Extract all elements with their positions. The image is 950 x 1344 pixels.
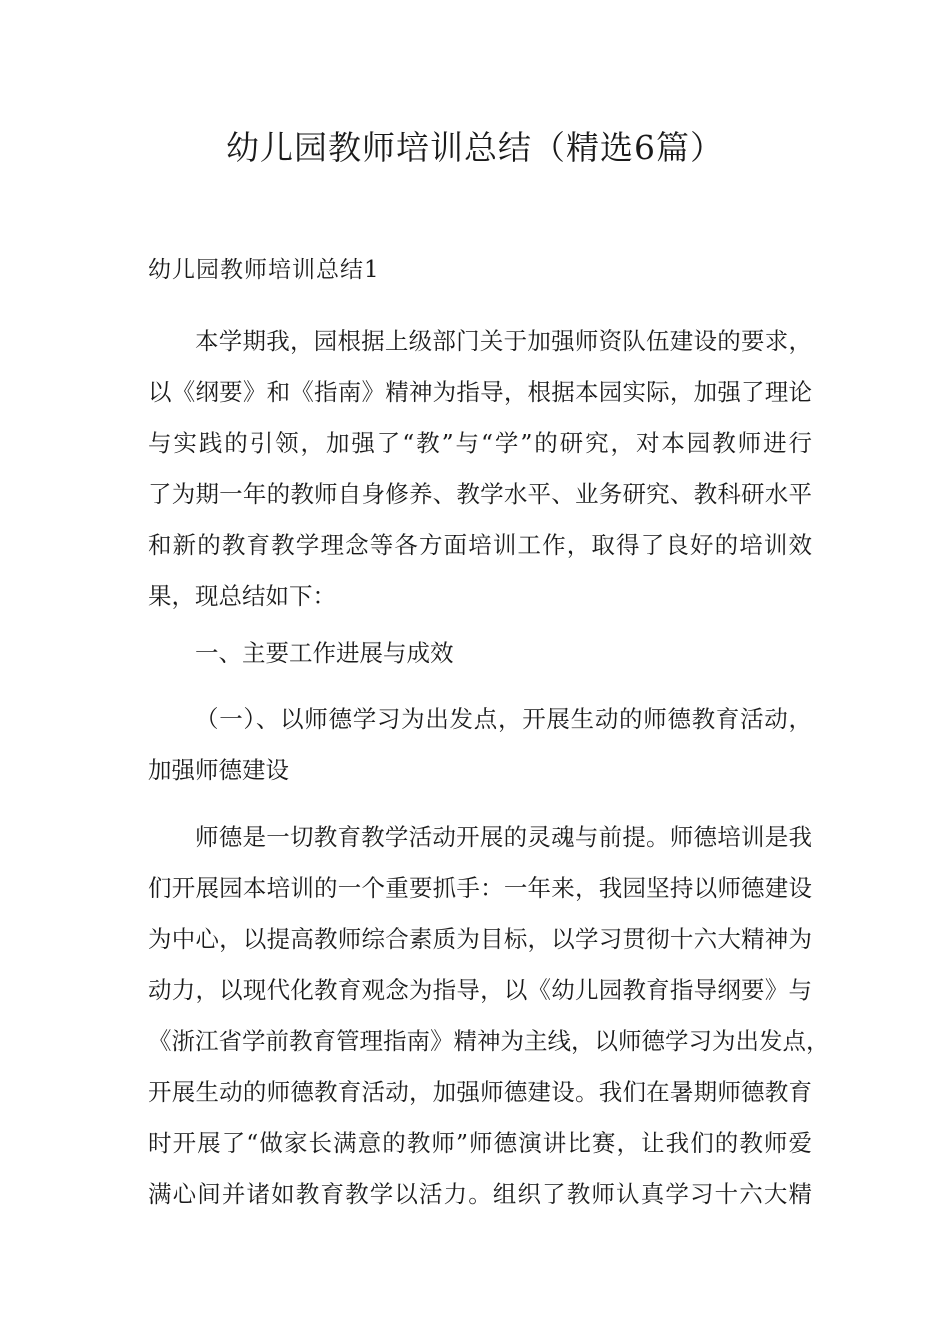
text-line: 了为期一年的教师自身修养、教学水平、业务研究、教科研水平 <box>148 480 812 508</box>
document-title: 幼儿园教师培训总结（精选6篇） <box>226 128 724 167</box>
text-line: 《浙江省学前教育管理指南》精神为主线，以师德学习为出发点， <box>148 1027 830 1055</box>
text-line: 一、主要工作进展与成效 <box>195 639 454 667</box>
text-line: 与实践的引领，加强了“教”与“学”的研究，对本园教师进行 <box>148 429 812 457</box>
text-line: 加强师德建设 <box>148 756 289 784</box>
subheading-ethics <box>148 694 812 796</box>
text-line: 果，现总结如下： <box>148 582 336 610</box>
paragraph-ethics-body <box>148 812 830 1220</box>
text-line: 开展生动的师德教育活动，加强师德建设。我们在暑期师德教育 <box>148 1078 812 1106</box>
text-line: 以《纲要》和《指南》精神为指导，根据本园实际，加强了理论 <box>148 378 812 406</box>
text-line: 为中心，以提高教师综合素质为目标，以学习贯彻十六大精神为 <box>148 925 812 953</box>
text-line: 时开展了“做家长满意的教师”师德演讲比赛，让我们的教师爱 <box>148 1129 812 1157</box>
text-line: 师德是一切教育教学活动开展的灵魂与前提。师德培训是我 <box>195 823 812 851</box>
text-line: （一）、以师德学习为出发点，开展生动的师德教育活动， <box>195 705 812 733</box>
paragraph-intro <box>148 316 812 622</box>
text-line: 动力，以现代化教育观念为指导，以《幼儿园教育指导纲要》与 <box>148 976 812 1004</box>
section-heading: 幼儿园教师培训总结1 <box>148 257 380 283</box>
text-line: 本学期我，园根据上级部门关于加强师资队伍建设的要求， <box>195 327 812 355</box>
subheading-main-progress <box>148 628 812 679</box>
text-line: 满心间并诸如教育教学以活力。组织了教师认真学习十六大精 <box>148 1180 812 1208</box>
text-line: 们开展园本培训的一个重要抓手：一年来，我园坚持以师德建设 <box>148 874 812 902</box>
text-line: 和新的教育教学理念等各方面培训工作，取得了良好的培训效 <box>148 531 812 559</box>
